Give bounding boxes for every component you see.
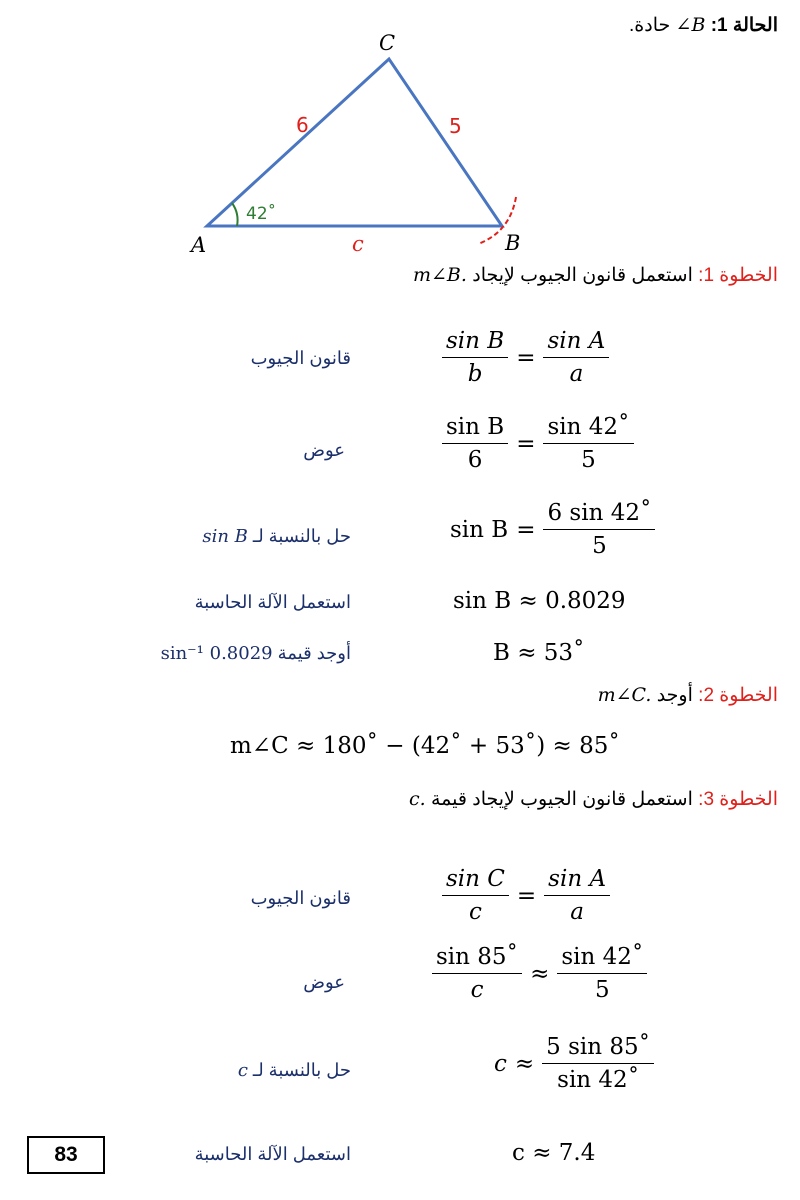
step1-row1-label: قانون الجيوب [250, 348, 351, 368]
step1-heading [413, 264, 778, 287]
step2-text: أوجد [656, 685, 693, 706]
angle-a-arc [232, 203, 238, 226]
fraction-denominator: 5 [595, 977, 610, 1004]
fraction-numerator: 5 sin 85˚ [542, 1034, 654, 1064]
step1-row1-equation [442, 328, 609, 388]
label-math: c [237, 1060, 248, 1081]
step3-row1-label: قانون الجيوب [250, 888, 351, 908]
fraction-denominator: sin 42˚ [557, 1067, 640, 1094]
fraction-numerator: sin 42˚ [543, 414, 633, 444]
label-text: حل بالنسبة لـ [252, 526, 351, 546]
step2-math: m∠C. [597, 684, 652, 706]
label-text: حل بالنسبة لـ [252, 1060, 351, 1080]
side-ac-label: 6 [296, 113, 309, 137]
equation-lhs: sin B [450, 516, 509, 543]
step1-row3-label [202, 526, 351, 547]
step3-math: c. [409, 788, 426, 810]
step2-heading [598, 684, 778, 707]
fraction-numerator: 6 sin 42˚ [543, 500, 655, 530]
fraction-denominator: 6 [467, 447, 483, 474]
side-ab-label: c [352, 232, 364, 256]
step1-row4-label: استعمل الآلة الحاسبة [194, 592, 351, 612]
equals-sign: = [516, 516, 536, 543]
equals-sign: = [516, 344, 536, 371]
label-math: sin B [202, 526, 248, 547]
step3-label: الخطوة 3: [698, 789, 778, 810]
step3-row1-equation [442, 866, 610, 926]
step2-label: الخطوة 2: [698, 685, 778, 706]
fraction-numerator: sin A [544, 866, 610, 896]
equals-sign: = [516, 430, 536, 457]
approx-sign: ≈ [514, 1050, 535, 1077]
step1-row2-label: عوض [303, 440, 345, 460]
fraction-denominator: b [467, 361, 483, 388]
step3-row2-label: عوض [303, 972, 345, 992]
fraction-denominator: 5 [592, 533, 607, 560]
step3-text: استعمل قانون الجيوب لإيجاد قيمة [430, 789, 693, 810]
fraction-numerator: sin 85˚ [432, 944, 522, 974]
case-heading-label: الحالة 1: [710, 15, 778, 36]
fraction-numerator: sin C [442, 866, 509, 896]
step1-text: استعمل قانون الجيوب لإيجاد [472, 265, 693, 286]
case-heading-rest: حادة. [629, 15, 671, 36]
fraction-denominator: 5 [581, 447, 596, 474]
approx-sign: ≈ [530, 960, 550, 987]
step1-row2-equation [442, 414, 634, 474]
step1-row5-label [161, 643, 351, 664]
step1-label: الخطوة 1: [698, 265, 778, 286]
page-number: 83 [27, 1136, 105, 1174]
step3-heading [409, 788, 778, 811]
label-math: sin⁻¹ 0.8029 [160, 643, 273, 664]
triangle-shape [207, 59, 502, 226]
triangle-figure [0, 0, 800, 270]
fraction-denominator: c [469, 899, 482, 926]
vertex-c-label: C [379, 31, 396, 55]
step1-row4-equation: sin B ≈ 0.8029 [453, 588, 626, 614]
fraction-numerator: sin 42˚ [557, 944, 647, 974]
step3-row3-equation [494, 1034, 654, 1094]
fraction-denominator: a [569, 361, 584, 388]
step1-math: m∠B. [413, 264, 467, 286]
step3-row2-equation [432, 944, 647, 1004]
fraction-denominator: a [570, 899, 584, 926]
fraction-numerator: sin B [442, 328, 508, 358]
case-heading-math: ∠B [675, 14, 706, 36]
side-bc-label: 5 [449, 114, 462, 138]
step1-row5-equation: B ≈ 53˚ [493, 640, 585, 666]
vertex-b-label: B [505, 231, 521, 255]
step2-equation: m∠C ≈ 180˚ − (42˚ + 53˚) ≈ 85˚ [230, 733, 620, 759]
label-text: أوجد قيمة [277, 643, 351, 663]
fraction-numerator: sin A [543, 328, 609, 358]
vertex-a-label: A [191, 233, 207, 257]
angle-a-label: 42˚ [246, 204, 277, 224]
step3-row4-label: استعمل الآلة الحاسبة [194, 1144, 351, 1164]
step3-row3-label [238, 1060, 351, 1081]
step1-row3-equation [450, 500, 655, 560]
fraction-denominator: c [470, 977, 484, 1004]
equation-lhs: c [494, 1050, 507, 1077]
step3-row4-equation: c ≈ 7.4 [512, 1140, 596, 1166]
equals-sign: = [516, 882, 537, 909]
fraction-numerator: sin B [442, 414, 508, 444]
